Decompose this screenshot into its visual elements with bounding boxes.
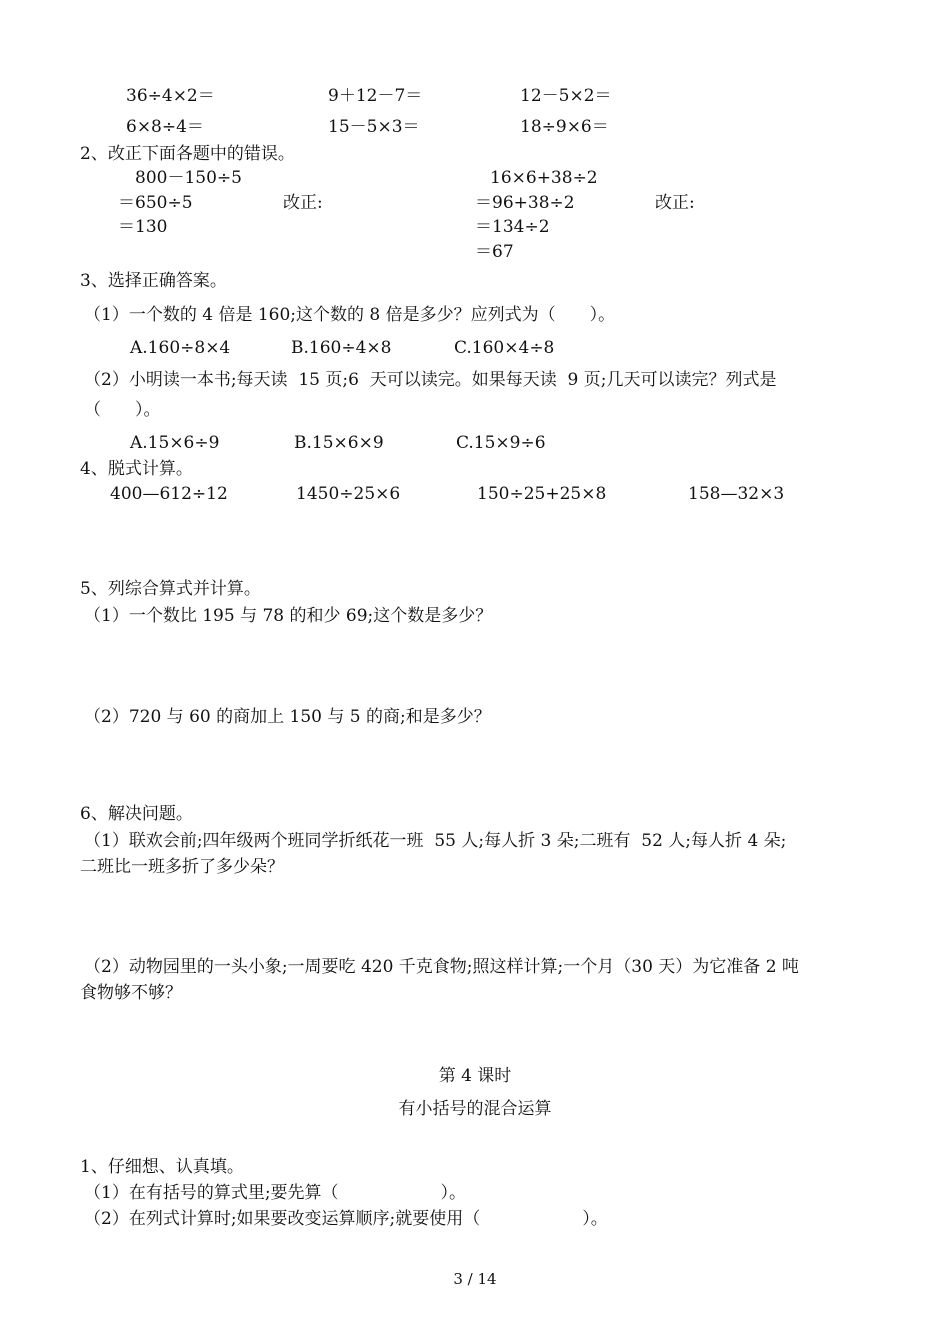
- problem-q2-line-1: （2）动物园里的一头小象;一周要吃 420 千克食物;照这样计算;一个月（30 天）为它准备 2 吨: [84, 957, 799, 977]
- calc-item-2: 1450÷25×6: [296, 484, 401, 504]
- fix-right-correction-label: 改正:: [655, 193, 695, 213]
- expr-1-1: 36÷4×2＝: [126, 86, 215, 106]
- formula-q2: （2）720 与 60 的商加上 150 与 5 的商;和是多少？: [84, 707, 491, 727]
- choice-q2-option-b: B.15×6×9: [294, 433, 384, 453]
- problem-q1-line-1: （1）联欢会前;四年级两个班同学折纸花一班 55 人;每人折 3 朵;二班有 52 人;每人折 4 朵;: [84, 831, 787, 851]
- calc-item-1: 400—612÷12: [110, 484, 228, 504]
- choice-q1-option-b: B.160÷4×8: [291, 338, 392, 358]
- fill-q1: （1）在有括号的算式里;要先算（ ）。: [84, 1183, 467, 1203]
- section-3-heading: 3、选择正确答案。: [80, 271, 227, 291]
- page-number: 3 / 14: [453, 1270, 497, 1288]
- expr-2-1: 6×8÷4＝: [126, 117, 204, 137]
- fix-left-line-3: ＝130: [118, 217, 168, 237]
- section-2-heading: 2、改正下面各题中的错误。: [80, 144, 295, 164]
- fix-left-correction-label: 改正:: [283, 193, 323, 213]
- choice-q1: （1）一个数的 4 倍是 160;这个数的 8 倍是多少？应列式为（ ）。: [84, 305, 616, 325]
- expr-2-2: 15－5×3＝: [328, 117, 420, 137]
- fix-right-line-1: 16×6+38÷2: [490, 168, 598, 188]
- expr-1-2: 9＋12－7＝: [328, 86, 423, 106]
- problem-q1-line-2: 二班比一班多折了多少朵？: [80, 857, 284, 877]
- formula-q1: （1）一个数比 195 与 78 的和少 69;这个数是多少？: [84, 606, 493, 626]
- fix-right-line-2: ＝96+38÷2: [475, 193, 575, 213]
- section-5-heading: 5、列综合算式并计算。: [80, 579, 261, 599]
- choice-q2-option-a: A.15×6÷9: [130, 433, 220, 453]
- fill-q2: （2）在列式计算时;如果要改变运算顺序;就要使用（ ）。: [84, 1209, 608, 1229]
- lesson-subtitle: 有小括号的混合运算: [398, 1099, 552, 1119]
- fix-right-line-3: ＝134÷2: [475, 217, 550, 237]
- choice-q2-line-2: （ ）。: [84, 400, 161, 420]
- calc-item-3: 150÷25+25×8: [477, 484, 607, 504]
- choice-q2-option-c: C.15×9÷6: [456, 433, 546, 453]
- choice-q1-option-a: A.160÷8×4: [130, 338, 231, 358]
- section-6-heading: 6、解决问题。: [80, 804, 193, 824]
- fix-right-line-4: ＝67: [475, 242, 514, 262]
- expr-2-3: 18÷9×6＝: [520, 117, 609, 137]
- choice-q1-option-c: C.160×4÷8: [454, 338, 555, 358]
- section-4-heading: 4、脱式计算。: [80, 459, 193, 479]
- calc-item-4: 158—32×3: [688, 484, 785, 504]
- choice-q2-line-1: （2）小明读一本书;每天读 15 页;6 天可以读完。如果每天读 9 页;几天可以读完？列式是: [84, 370, 777, 390]
- fix-left-line-2: ＝650÷5: [118, 193, 193, 213]
- fix-left-line-1: 800－150÷5: [135, 168, 242, 188]
- lesson-title: 第 4 课时: [438, 1066, 512, 1086]
- problem-q2-line-2: 食物够不够？: [80, 983, 182, 1003]
- lesson-section-heading: 1、仔细想、认真填。: [80, 1157, 244, 1177]
- expr-1-3: 12－5×2＝: [520, 86, 612, 106]
